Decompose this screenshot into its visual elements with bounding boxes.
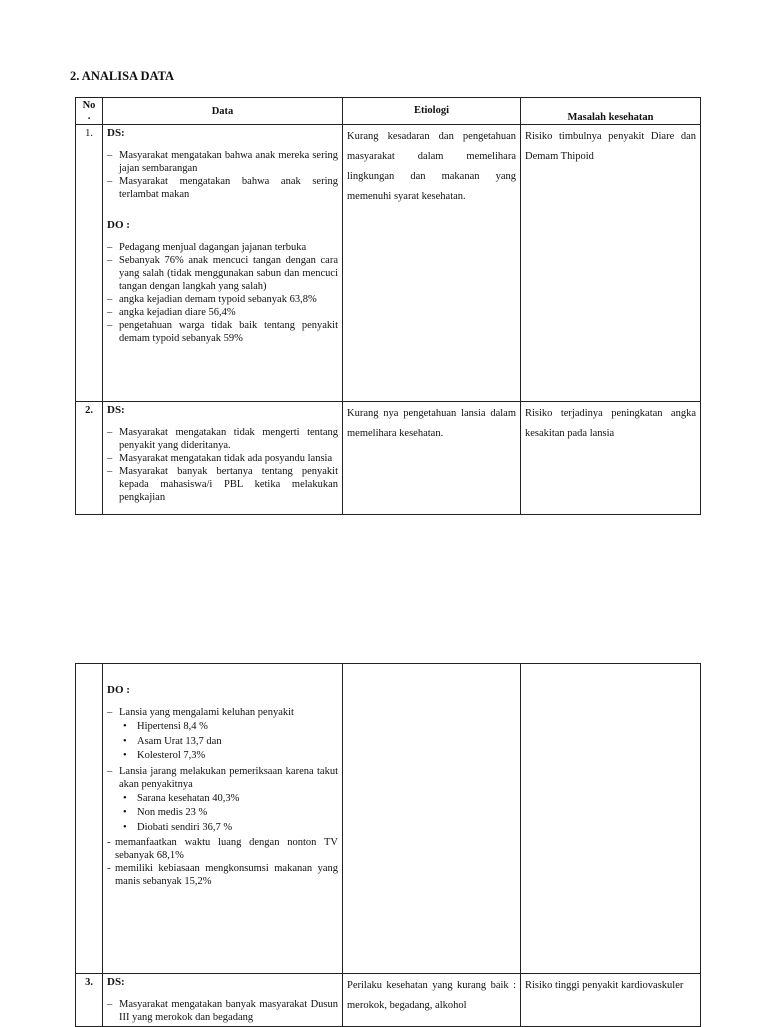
masalah-cell bbox=[521, 974, 701, 1027]
ds-list bbox=[107, 149, 338, 201]
table-row bbox=[76, 664, 701, 974]
data-cell bbox=[103, 974, 343, 1027]
list-item-text: Lansia jarang melakukan pemeriksaan karena takut akan penyakitnya bbox=[119, 765, 338, 790]
etiologi-cell bbox=[343, 974, 521, 1027]
list-item: – pengetahuan warga tidak baik tentang penyakit demam typoid sebanyak 59% bbox=[107, 319, 338, 345]
analysis-table-part-1 bbox=[75, 97, 701, 515]
sub-list-item: • Diobati sendiri 36,7 % bbox=[123, 821, 338, 836]
list-item: – Masyarakat mengatakan banyak masyarakat Dusun III yang merokok dan begadang bbox=[107, 998, 338, 1024]
table-header-row bbox=[76, 98, 701, 125]
do-list bbox=[107, 241, 338, 345]
header-no: No . bbox=[76, 98, 103, 125]
masalah-text: Risiko timbulnya penyakit Diare dan Demam Thipoid bbox=[525, 131, 696, 162]
table-row bbox=[76, 125, 701, 402]
etiologi-cell bbox=[343, 664, 521, 974]
data-cell bbox=[103, 664, 343, 974]
etiologi-cell bbox=[343, 125, 521, 402]
data-cell bbox=[103, 125, 343, 402]
list-item: – angka kejadian demam typoid sebanyak 63,8% bbox=[107, 293, 338, 306]
etiologi-text: Kurang kesadaran dan pengetahuan masyarakat dalam memelihara lingkungan dan makanan yang memenuhi syarat kesehatan. bbox=[347, 131, 516, 202]
row-number: 1. bbox=[76, 125, 103, 402]
do-label: DO : bbox=[107, 219, 130, 231]
etiologi-text: Kurang nya pengetahuan lansia dalam memelihara kesehatan. bbox=[347, 408, 516, 439]
row-number: 3. bbox=[76, 974, 103, 1027]
sub-list-item: • Hipertensi 8,4 % bbox=[123, 720, 338, 735]
do-list bbox=[107, 706, 338, 835]
masalah-text: Risiko tinggi penyakit kardiovaskuler bbox=[525, 980, 684, 991]
ds-label: DS: bbox=[107, 404, 125, 416]
table-row bbox=[76, 974, 701, 1027]
list-item: – Masyarakat mengatakan bahwa anak mereka sering jajan sembarangan bbox=[107, 149, 338, 175]
masalah-cell bbox=[521, 402, 701, 515]
page-title: 2. ANALISA DATA bbox=[70, 69, 175, 83]
list-item: – Masyarakat mengatakan tidak mengerti tentang penyakit yang dideritanya. bbox=[107, 426, 338, 452]
etiologi-text: Perilaku kesehatan yang kurang baik : merokok, begadang, alkohol bbox=[347, 980, 516, 1011]
row-number bbox=[76, 664, 103, 974]
table-row bbox=[76, 402, 701, 515]
list-item: – Masyarakat mengatakan tidak ada posyandu lansia bbox=[107, 452, 338, 465]
list-item: – angka kejadian diare 56,4% bbox=[107, 306, 338, 319]
data-cell bbox=[103, 402, 343, 515]
list-item bbox=[107, 706, 338, 764]
do-label: DO : bbox=[107, 684, 130, 696]
sub-list-item: • Non medis 23 % bbox=[123, 806, 338, 821]
list-item: - memanfaatkan waktu luang dengan nonton TV sebanyak 68,1% bbox=[107, 836, 338, 862]
sub-list-item: • Asam Urat 13,7 dan bbox=[123, 735, 338, 750]
sub-list-item: • Kolesterol 7,3% bbox=[123, 749, 338, 764]
do-extra-list bbox=[107, 836, 338, 888]
sub-list bbox=[119, 720, 338, 764]
list-item: – Sebanyak 76% anak mencuci tangan dengan cara yang salah (tidak menggunakan sabun dan mencuci tangan dengan langkah yang salah) bbox=[107, 254, 338, 293]
masalah-cell bbox=[521, 125, 701, 402]
header-etiologi: Etiologi bbox=[343, 98, 521, 125]
list-item-text: Lansia yang mengalami keluhan penyakit bbox=[119, 707, 294, 718]
masalah-text: Risiko terjadinya peningkatan angka kesakitan pada lansia bbox=[525, 408, 696, 439]
row-number: 2. bbox=[76, 402, 103, 515]
masalah-cell bbox=[521, 664, 701, 974]
sub-list bbox=[119, 792, 338, 836]
header-masalah: Masalah kesehatan bbox=[521, 98, 701, 125]
list-item: – Masyarakat mengatakan bahwa anak sering terlambat makan bbox=[107, 175, 338, 201]
list-item bbox=[107, 765, 338, 836]
ds-label: DS: bbox=[107, 976, 125, 988]
ds-list bbox=[107, 426, 338, 504]
etiologi-cell bbox=[343, 402, 521, 515]
list-item: – Masyarakat banyak bertanya tentang penyakit kepada mahasiswa/i PBL ketika melakukan pengkajian bbox=[107, 465, 338, 504]
header-data: Data bbox=[103, 98, 343, 125]
analysis-table-part-2 bbox=[75, 663, 701, 1027]
ds-list bbox=[107, 998, 338, 1024]
list-item: - memiliki kebiasaan mengkonsumsi makanan yang manis sebanyak 15,2% bbox=[107, 862, 338, 888]
sub-list-item: • Sarana kesehatan 40,3% bbox=[123, 792, 338, 807]
ds-label: DS: bbox=[107, 127, 125, 139]
list-item: – Pedagang menjual dagangan jajanan terbuka bbox=[107, 241, 338, 254]
